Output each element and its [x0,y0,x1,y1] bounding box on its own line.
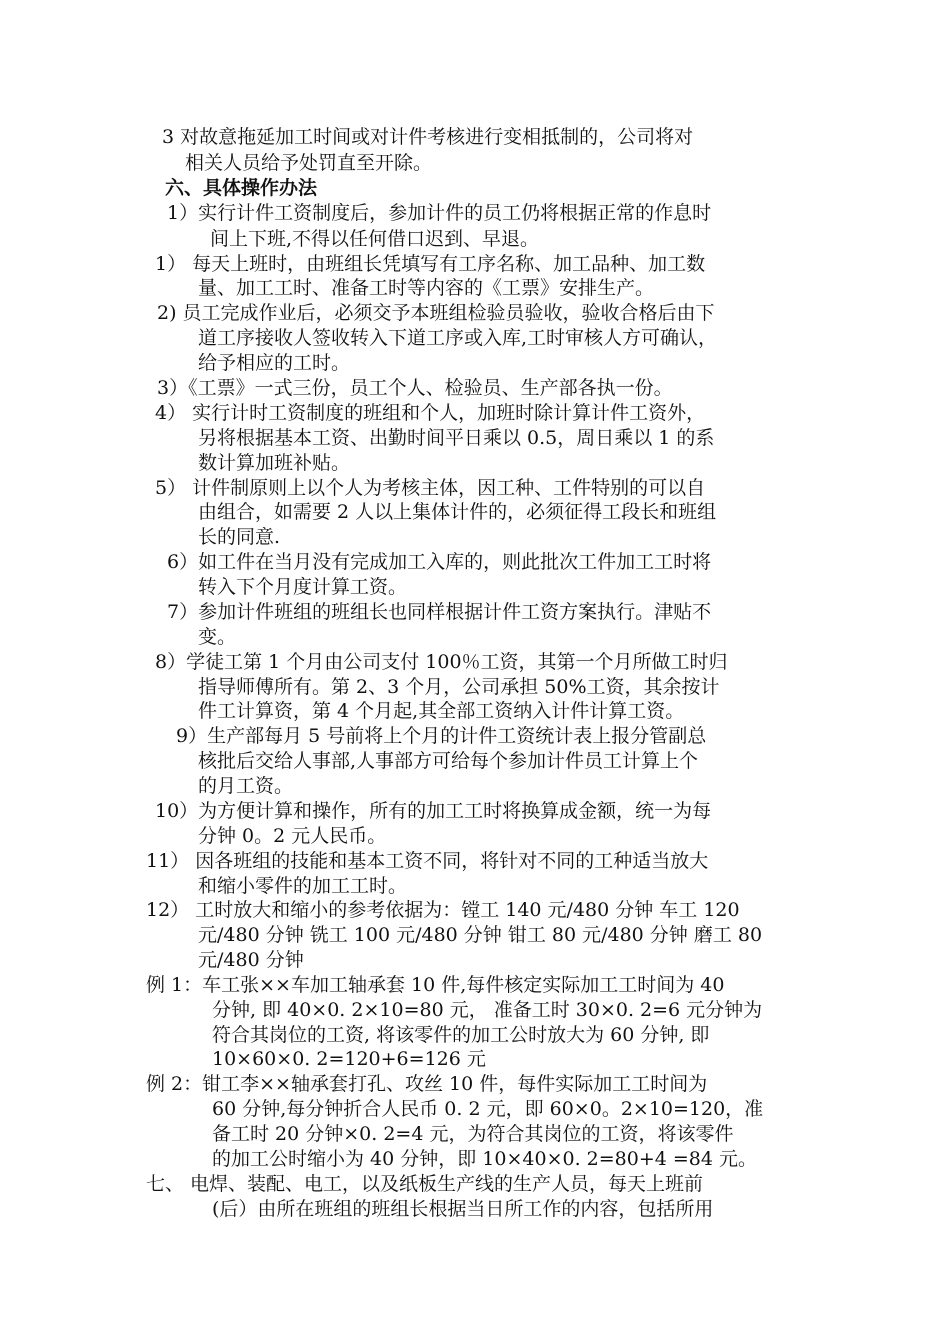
text-line: 7）参加计件班组的班组长也同样根据计件工资方案执行。津贴不 [167,601,712,623]
text-line: 数计算加班补贴。 [198,452,351,474]
section-heading-6: 六、具体操作办法 [165,177,318,199]
text-line: 长的同意. [198,526,281,548]
text-line: 3 对故意拖延加工时间或对计件考核进行变相抵制的，公司将对 [162,126,694,148]
text-line: 3）《工票》一式三份，员工个人、检验员、生产部各执一份。 [157,377,673,399]
text-line: 60 分钟,每分钟折合人民币 0. 2 元，即 60×0。2×10=120，准 [212,1098,764,1120]
text-line: 6）如工件在当月没有完成加工入库的，则此批次工件加工工时将 [167,551,712,573]
text-line: 9）生产部每月 5 号前将上个月的计件工资统计表上报分管副总 [176,725,707,747]
text-line: 符合其岗位的工资, 将该零件的加工公时放大为 60 分钟, 即 [212,1024,710,1046]
text-line: 道工序接收人签收转入下道工序或入库,工时审核人方可确认， [198,327,718,349]
text-line: 4） 实行计时工资制度的班组和个人，加班时除计算计件工资外， [155,402,706,424]
text-line: 分钟 0。2 元人民币。 [198,825,387,847]
text-line: 12） 工时放大和缩小的参考依据为：镗工 140 元/480 分钟 车工 120 [146,899,740,921]
text-line: 元/480 分钟 铣工 100 元/480 分钟 钳工 80 元/480 分钟 磨工 80 [198,924,763,946]
text-line: 11） 因各班组的技能和基本工资不同，将针对不同的工种适当放大 [146,850,709,872]
text-line: 2) 员工完成作业后，必须交予本班组检验员验收，验收合格后由下 [157,302,715,324]
text-line: 10×60×0. 2=120+6=126 元 [212,1048,486,1070]
text-line: 元/480 分钟 [198,949,304,971]
text-line: 1） 每天上班时，由班组长凭填写有工序名称、加工品种、加工数 [155,253,706,275]
text-line: 给予相应的工时。 [198,352,351,374]
text-line: 量、加工工时、准备工时等内容的《工票》安排生产。 [198,277,655,299]
text-line: 由组合，如需要 2 人以上集体计件的，必须征得工段长和班组 [198,501,717,523]
text-line: 核批后交给人事部,人事部方可给每个参加计件员工计算上个 [198,750,699,772]
text-line: 的月工资。 [198,775,294,797]
text-line: 间上下班,不得以任何借口迟到、早退。 [210,228,540,250]
text-line: 例 1：车工张××车加工轴承套 10 件,每件核定实际加工工时间为 40 [146,974,725,996]
text-line: 和缩小零件的加工工时。 [198,875,408,897]
text-line: 例 2：钳工李××轴承套打孔、攻丝 10 件，每件实际加工工时间为 [146,1073,708,1095]
text-line: 分钟, 即 40×0. 2×10=80 元， 准备工时 30×0. 2=6 元分钟为 [212,999,763,1021]
text-line: 5） 计件制原则上以个人为考核主体，因工种、工件特别的可以自 [155,477,706,499]
text-line: 相关人员给予处罚直至开除。 [185,152,433,174]
text-line: (后）由所在班组的班组长根据当日所工作的内容，包括所用 [212,1198,714,1220]
text-line: 备工时 20 分钟×0. 2=4 元，为符合其岗位的工资，将该零件 [212,1123,734,1145]
text-line: 1）实行计件工资制度后，参加计件的员工仍将根据正常的作息时 [167,202,712,224]
text-line: 变。 [198,626,237,648]
text-line: 七、 电焊、装配、电工，以及纸板生产线的生产人员，每天上班前 [146,1173,704,1195]
text-line: 10）为方便计算和操作，所有的加工工时将换算成金额，统一为每 [155,800,712,822]
text-line: 指导师傅所有。第 2、3 个月，公司承担 50%工资，其余按计 [198,676,720,698]
text-line: 8）学徒工第 1 个月由公司支付 100％工资，其第一个月所做工时归 [155,651,728,673]
text-line: 另将根据基本工资、出勤时间平日乘以 0.5，周日乘以 1 的系 [198,427,715,449]
text-line: 转入下个月度计算工资。 [198,576,408,598]
text-line: 的加工公时缩小为 40 分钟，即 10×40×0. 2=80+4 =84 元。 [212,1148,758,1170]
text-line: 件工计算资，第 4 个月起,其全部工资纳入计件计算工资。 [198,700,685,722]
